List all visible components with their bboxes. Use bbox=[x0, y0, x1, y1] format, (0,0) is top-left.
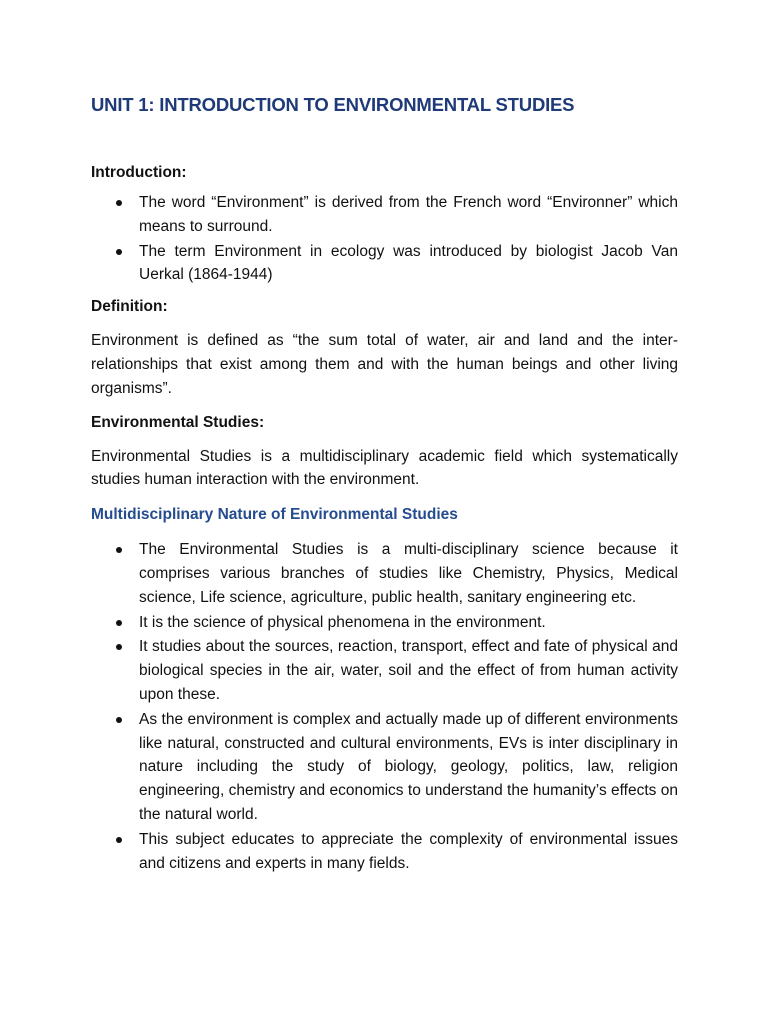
bullet-icon bbox=[116, 837, 122, 843]
list-item-text: The Environmental Studies is a multi-disciplinary science because it comprises various branches of studies like Chemistry, Physics, Medical science, Life science, agriculture, public health, sanitary engineering etc. bbox=[139, 541, 678, 606]
introduction-list bbox=[91, 191, 678, 287]
multidisciplinary-heading: Multidisciplinary Nature of Environmental Studies bbox=[91, 506, 458, 524]
definition-paragraph: Environment is defined as “the sum total of water, air and land and the inter-relationships that exist among them and with the human beings and other living organisms”. bbox=[91, 332, 678, 397]
bullet-icon bbox=[116, 249, 122, 255]
introduction-heading: Introduction: bbox=[91, 164, 187, 181]
list-item bbox=[139, 828, 678, 876]
bullet-icon bbox=[116, 717, 122, 723]
bullet-icon bbox=[116, 644, 122, 650]
bullet-icon bbox=[116, 200, 122, 206]
list-item-text: It is the science of physical phenomena in the environment. bbox=[139, 613, 546, 631]
list-item bbox=[139, 611, 678, 635]
list-item-text: As the environment is complex and actually made up of different environments like natural, constructed and cultural environments, EVs is inter disciplinary in nature including the study of biology, geology, politics, law, religion engineering, chemistry and economics to understand the humanity’s effects on the natural world. bbox=[139, 710, 678, 823]
environmental-studies-paragraph: Environmental Studies is a multidisciplinary academic field which systematically studies human interaction with the environment. bbox=[91, 447, 678, 489]
list-item bbox=[139, 635, 678, 706]
list-item bbox=[139, 240, 678, 288]
list-item bbox=[139, 191, 678, 239]
document-content bbox=[91, 92, 678, 876]
list-item bbox=[139, 538, 678, 609]
environmental-studies-heading: Environmental Studies: bbox=[91, 413, 265, 431]
document-title: UNIT 1: INTRODUCTION TO ENVIRONMENTAL STUDIES bbox=[91, 94, 575, 115]
bullet-icon bbox=[116, 547, 122, 553]
list-item-text: The term Environment in ecology was introduced by biologist Jacob Van Uerkal (1864-1944) bbox=[139, 242, 678, 284]
bullet-icon bbox=[116, 620, 122, 626]
list-item-text: The word “Environment” is derived from the French word “Environner” which means to surround. bbox=[139, 194, 678, 235]
list-item-text: It studies about the sources, reaction, transport, effect and fate of physical and biological species in the air, water, soil and the effect of from human activity upon these. bbox=[139, 638, 678, 703]
list-item bbox=[139, 708, 678, 827]
definition-heading: Definition: bbox=[91, 298, 168, 316]
list-item-text: This subject educates to appreciate the complexity of environmental issues and citizens and experts in many fields. bbox=[139, 830, 678, 872]
multidisciplinary-list bbox=[91, 538, 678, 875]
